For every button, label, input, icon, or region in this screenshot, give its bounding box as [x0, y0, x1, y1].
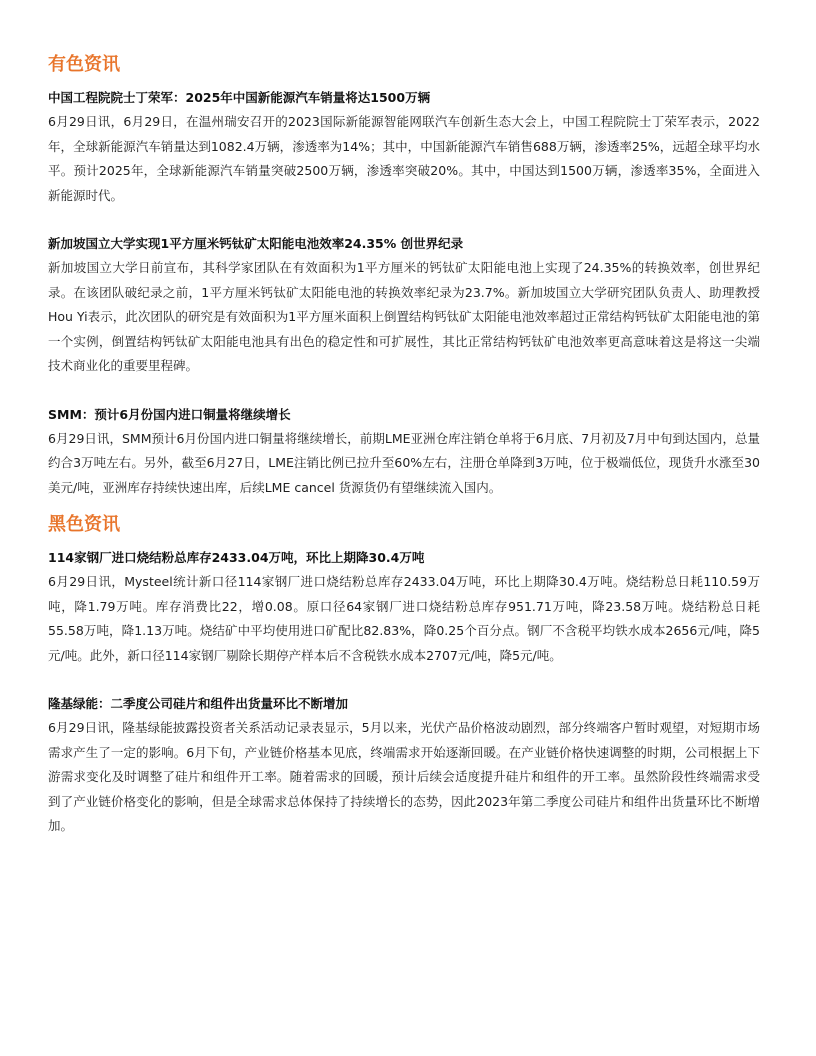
news-article: [48, 86, 760, 208]
news-article: [48, 232, 760, 379]
article-headline: 114家钢厂进口烧结粉总库存2433.04万吨，环比上期降30.4万吨: [48, 550, 425, 565]
news-page: [48, 50, 760, 863]
article-body: 6月29日讯，Mysteel统计新口径114家钢厂进口烧结粉总库存2433.04万吨，环比上期降30.4万吨。烧结粉总日耗110.59万吨，降1.79万吨。库存消费比22，增0.08。原口径64家钢厂进口烧结粉总库存951.71万吨，降23.58万吨。烧结粉总日耗55.58万吨，降1.13万吨。烧结矿中平均使用进口矿配比82.83%，降0.25个百分点。钢厂不含税平均铁水成本2656元/吨，降5元/吨。此外，新口径114家钢厂剔除长期停产样本后不含税铁水成本2707元/吨，降5元/吨。: [48, 574, 760, 663]
section-ferrous-news: [48, 510, 760, 839]
article-body: 6月29日讯，隆基绿能披露投资者关系活动记录表显示，5月以来，光伏产品价格波动剧烈，部分终端客户暂时观望，对短期市场需求产生了一定的影响。6月下旬，产业链价格基本见底，终端需求开始逐渐回暖。在产业链价格快速调整的时期，公司根据上下游需求变化及时调整了硅片和组件开工率。随着需求的回暖，预计后续会适度提升硅片和组件的开工率。虽然阶段性终端需求受到了产业链价格变化的影响，但是全球需求总体保持了持续增长的态势，因此2023年第二季度公司硅片和组件出货量环比不断增加。: [48, 720, 760, 833]
news-article: [48, 546, 760, 668]
news-article: [48, 403, 760, 501]
article-body: 6月29日讯，SMM预计6月份国内进口铜量将继续增长，前期LME亚洲仓库注销仓单将于6月底、7月初及7月中旬到达国内，总量约合3万吨左右。另外，截至6月27日，LME注销比例已拉升至60%左右，注册仓单降到3万吨，位于极端低位，现货升水涨至30美元/吨，亚洲库存持续快速出库，后续LME cancel 货源货仍有望继续流入国内。: [48, 430, 760, 495]
news-article: [48, 692, 760, 839]
section-title: 有色资讯: [48, 54, 120, 75]
article-headline: 中国工程院院士丁荣军：2025年中国新能源汽车销量将达1500万辆: [48, 90, 431, 105]
article-headline: SMM：预计6月份国内进口铜量将继续增长: [48, 406, 291, 422]
section-nonferrous-news: [48, 50, 760, 500]
article-headline: 新加坡国立大学实现1平方厘米钙钛矿太阳能电池效率24.35% 创世界纪录: [48, 236, 464, 251]
article-headline: 隆基绿能：二季度公司硅片和组件出货量环比不断增加: [48, 696, 349, 711]
article-body: 6月29日讯，6月29日，在温州瑞安召开的2023国际新能源智能网联汽车创新生态大会上，中国工程院院士丁荣军表示，2022年，全球新能源汽车销量达到1082.4万辆，渗透率为14%；其中，中国新能源汽车销售688万辆，渗透率25%，远超全球平均水平。预计2025年，全球新能源汽车销量突破2500万辆，渗透率突破20%。其中，中国达到1500万辆，渗透率35%，全面进入新能源时代。: [48, 114, 760, 203]
section-title: 黑色资讯: [48, 514, 120, 535]
article-body: 新加坡国立大学日前宣布，其科学家团队在有效面积为1平方厘米的钙钛矿太阳能电池上实现了24.35%的转换效率，创世界纪录。在该团队破纪录之前，1平方厘米钙钛矿太阳能电池的转换效率纪录为23.7%。新加坡国立大学研究团队负责人、助理教授Hou Yi表示，此次团队的研究是有效面积为1平方厘米面积上倒置结构钙钛矿太阳能电池效率超过正常结构钙钛矿太阳能电池的第一个实例，倒置结构钙钛矿太阳能电池具有出色的稳定性和可扩展性，其比正常结构钙钛矿电池效率更高意味着这是将这一尖端技术商业化的重要里程碑。: [48, 260, 760, 373]
